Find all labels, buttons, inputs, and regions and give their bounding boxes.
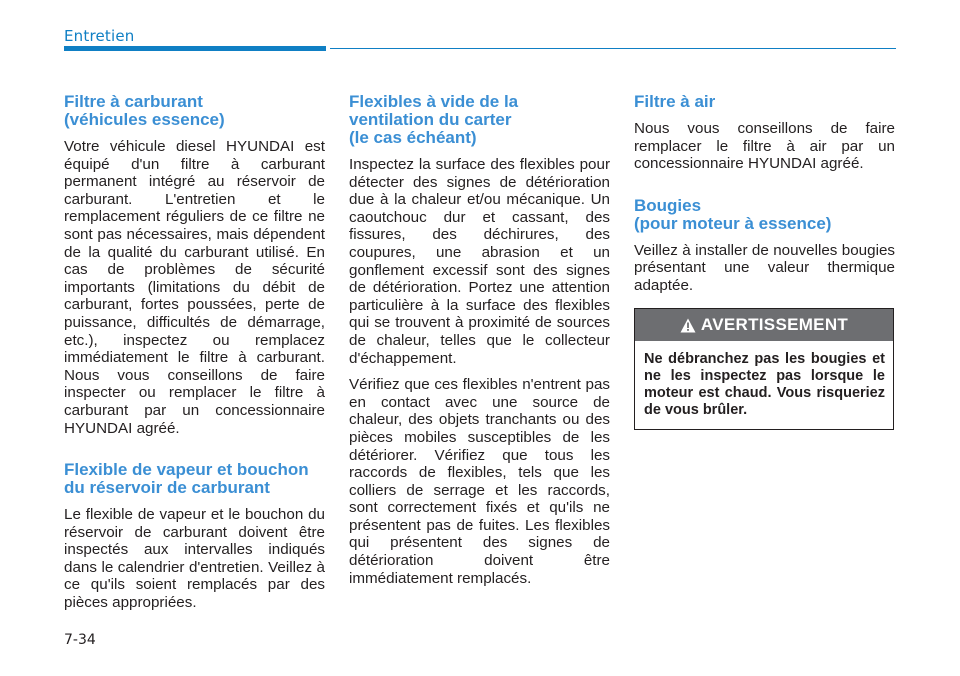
- column-right: [634, 93, 895, 304]
- warning-box: [634, 308, 894, 430]
- vacuum-hose-paragraph-2: Vérifiez que ces flexibles n'entrent pas en contact avec une source de chaleur, des objets tranchants ou des pièces mobiles susceptibles de les détériorer. Vérifiez que tous les raccords de flexibles, tels que les colliers de serrage et les raccords, sont correctement fixés et qu'ils ne présentent pas de fuites. Les flexibles qui présentent des signes de détérioration doivent être immédiatement remplacés.: [349, 376, 610, 587]
- air-filter-heading: Filtre à air: [634, 92, 716, 111]
- vacuum-hose-heading: Flexibles à vide de la ventilation du carter (le cas échéant): [349, 92, 519, 147]
- vapor-hose-heading: Flexible de vapeur et bouchon du réservoir de carburant: [64, 460, 309, 498]
- spark-plugs-paragraph: Veillez à installer de nouvelles bougies présentant une valeur thermique adaptée.: [634, 241, 895, 294]
- warning-triangle-icon: [680, 318, 696, 333]
- air-filter-paragraph: Nous vous conseillons de faire remplacer le filtre à air par un concessionnaire HYUNDAI agréé.: [634, 120, 895, 173]
- warning-title: AVERTISSEMENT: [700, 315, 849, 334]
- warning-header: [635, 309, 893, 341]
- vacuum-hose-paragraph-1: Inspectez la surface des flexibles pour détecter des signes de détérioration due à la chaleur et/ou mécanique. Un caoutchouc dur et cassant, des fissures, des déchirures, des coupures, une abrasion et un gonflement excessif sont des signes de détérioration. Portez une attention particulière à la surface des flexibles qui se trouvent à proximité de sources de chaleur, telles que le collecteur d'échappement.: [349, 156, 610, 367]
- warning-text: Ne débranchez pas les bougies et ne les inspectez pas lorsque le moteur est chaud. Vous risqueriez de vous brûler.: [644, 351, 885, 418]
- section-title: Entretien: [64, 27, 135, 45]
- column-middle: [349, 93, 610, 596]
- fuel-filter-heading: Filtre à carburant (véhicules essence): [64, 92, 225, 129]
- column-left: [64, 93, 325, 621]
- header-rule-thin: [330, 48, 896, 49]
- fuel-filter-paragraph: Votre véhicule diesel HYUNDAI est équipé d'un filtre à carburant permanent intégré au réservoir de carburant. L'entretien et le remplacement réguliers de ce filtre ne sont pas nécessaires, mais dépendent de la qualité du carburant utilisé. En cas de problèmes de sécurité importants (limitations du débit de carburant, fortes poussées, perte de puissance, difficultés de démarrage, etc.), inspectez ou remplacez immédiatement le filtre à carburant. Nous vous conseillons de faire inspecter ou remplacer le filtre à carburant par un concessionnaire HYUNDAI agréé.: [64, 138, 325, 437]
- header-rule-thick: [64, 46, 326, 51]
- vapor-hose-paragraph: Le flexible de vapeur et le bouchon du réservoir de carburant doivent être inspectés aux intervalles indiqués dans le calendrier d'entretien. Veillez à ce qu'ils soient remplacés par des pièces appropriées.: [64, 506, 325, 612]
- spark-plugs-heading: Bougies (pour moteur à essence): [634, 195, 832, 233]
- page-number: 7-34: [64, 632, 96, 648]
